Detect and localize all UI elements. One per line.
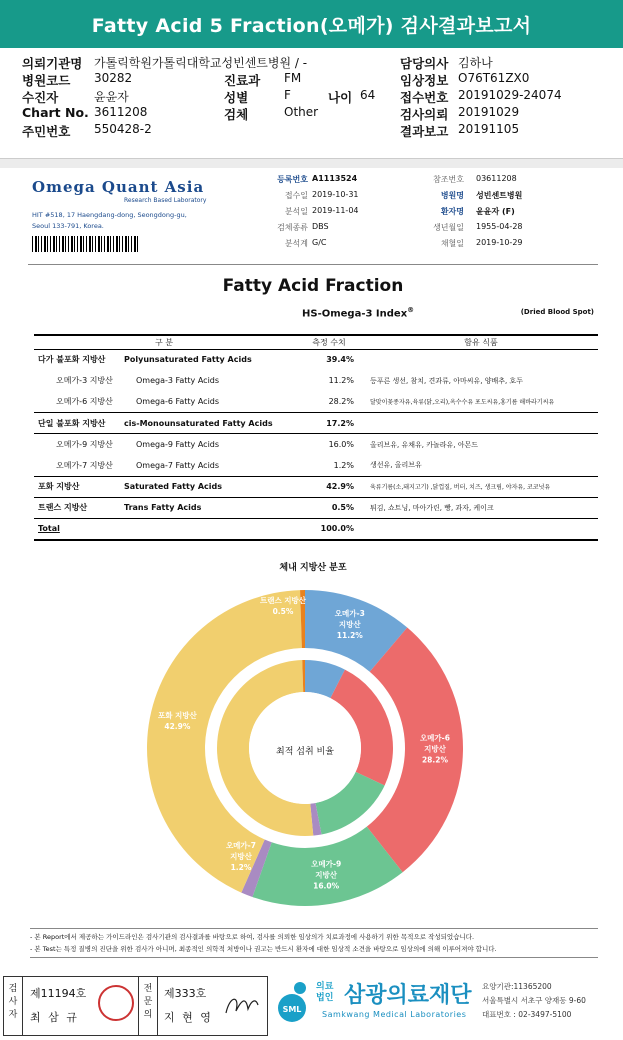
org-en: Samkwang Medical Laboratories	[322, 1010, 467, 1019]
birth-label: 생년월일	[433, 223, 464, 232]
lab-logo: Omega Quant Asia	[32, 178, 205, 196]
row-value: 16.0%	[294, 434, 364, 455]
row-value: 0.5%	[294, 497, 364, 518]
sex-value: F	[284, 88, 291, 102]
patient-value: 윤윤자 (F)	[476, 207, 515, 216]
specialist-name: 지 현 영	[164, 1011, 213, 1024]
chart-label: Chart No.	[22, 105, 89, 120]
examiner-name: 최 삼 규	[30, 1011, 79, 1024]
test-label: 검체	[224, 107, 249, 122]
row-foods: 육류기름(소,돼지고기) ,닭껍질, 버터, 치즈, 생크림, 야자유, 코코넛유	[364, 476, 598, 497]
row-en: Saturated Fatty Acids	[124, 476, 294, 497]
sml-logo-icon	[272, 978, 312, 1024]
patient-label: 환자명	[440, 207, 464, 216]
doctor-value: 김하나	[458, 56, 493, 70]
report-title: Fatty Acid 5 Fraction(오메가) 검사결과보고서	[0, 0, 623, 48]
row-ko: 포화 지방산	[34, 476, 124, 497]
request-date-label: 검사의뢰	[400, 107, 449, 122]
lab-address-line2: Seoul 133-791, Korea.	[32, 222, 104, 230]
row-ko: 오메가-6 지방산	[56, 397, 113, 407]
lab-logo-sub: Research Based Laboratory	[124, 197, 207, 204]
table-total-row	[34, 519, 598, 540]
chart-value: 3611208	[94, 105, 148, 119]
row-ko: 오메가-7 지방산	[56, 460, 113, 470]
row-foods	[364, 349, 598, 370]
slice-label: 0.5%	[272, 607, 294, 616]
table-row	[34, 370, 598, 391]
recipient-value: 윤윤자	[94, 90, 129, 104]
doctor-label: 담당의사	[400, 56, 449, 71]
dept-value: FM	[284, 71, 302, 85]
row-en: Trans Fatty Acids	[124, 497, 294, 518]
request-date-value: 20191029	[458, 105, 520, 119]
lab-contact	[482, 980, 586, 1022]
sml-text: SML	[282, 1005, 302, 1014]
center-label: 최적 섭취 비율	[276, 747, 334, 757]
test-value: Other	[284, 105, 319, 119]
examiner-seal	[98, 985, 134, 1021]
collect-value: 2019-10-29	[476, 238, 523, 247]
section-divider	[0, 158, 623, 168]
lab-address-footer: 서울특별시 서초구 양재동 9-60	[482, 996, 586, 1005]
spot-note: (Dried Blood Spot)	[520, 308, 594, 316]
specimen-value: DBS	[312, 222, 329, 231]
slice-label: 42.9%	[164, 722, 191, 732]
row-en: Omega-3 Fatty Acids	[136, 376, 220, 386]
row-en: Omega-9 Fatty Acids	[124, 434, 294, 455]
recipient-label: 수진자	[22, 90, 59, 105]
patient-info	[22, 54, 612, 139]
slice-label: 오메가-9	[311, 859, 342, 869]
col-category: 구 분	[34, 335, 294, 349]
row-en: Omega-6 Fatty Acids	[136, 397, 220, 407]
row-foods: 올리브유, 유채유, 카놀라유, 아몬드	[364, 434, 598, 455]
accession-label: 접수번호	[400, 90, 449, 105]
fraction-title: Fatty Acid Fraction	[222, 276, 404, 296]
specimen-label: 검체종류	[277, 223, 308, 232]
slice-label: 28.2%	[421, 755, 448, 765]
sex-label: 성별	[224, 90, 249, 105]
examiner-no: 제11194호	[30, 987, 87, 1000]
slice-label: 1.2%	[230, 863, 252, 873]
specialist-label: 전문의	[143, 984, 153, 1020]
table-row	[34, 413, 598, 434]
disclaimer	[30, 928, 598, 958]
received-label: 접수일	[284, 191, 308, 200]
report-date-label: 결과보고	[400, 124, 449, 139]
row-value: 28.2%	[328, 397, 354, 407]
institution-label: 의뢰기관명	[22, 56, 83, 71]
row-en: Polyunsaturated Fatty Acids	[124, 355, 252, 365]
index-title-sup: ®	[407, 306, 415, 314]
row-foods	[364, 413, 598, 434]
row-ko: 오메가-9 지방산	[34, 434, 124, 455]
examiner-label: 검사자	[8, 984, 18, 1020]
row-value: 11.2%	[328, 376, 354, 386]
row-value: 39.4%	[326, 355, 354, 365]
slice-label: 16.0%	[313, 881, 340, 891]
slice-label: 지방산	[338, 619, 361, 629]
disclaimer-line1: - 본 Report에서 제공하는 가이드라인은 검사기관의 검사결과를 바탕으로 하여, 검사를 의뢰한 임상의가 치료과정에 사용하기 위한 목적으로 작성되었습니다.	[30, 933, 475, 941]
age-label: 나이	[328, 90, 353, 105]
rrn-label: 주민번호	[22, 124, 71, 139]
lab-meta-left-values	[312, 174, 402, 254]
index-title-text: HS-Omega-3 Index	[302, 308, 408, 320]
slice-label: 오메가-3	[334, 608, 365, 618]
index-title	[302, 306, 414, 319]
birth-value: 1955-04-28	[476, 222, 523, 231]
row-ko: 트랜스 지방산	[34, 497, 124, 518]
rrn-value: 550428-2	[94, 122, 152, 136]
col-value: 측정 수치	[294, 335, 364, 349]
org-type: 의료법인	[316, 982, 334, 1003]
col-foods: 함유 식품	[364, 335, 598, 349]
dept-label: 진료과	[224, 73, 261, 88]
row-foods: 생선유, 올리브유	[370, 461, 422, 470]
lab-address	[32, 210, 187, 232]
slice-label: 지방산	[315, 870, 338, 880]
hospital-code-value: 30282	[94, 71, 133, 85]
chart-title: 체내 지방산 분포	[279, 563, 347, 573]
row-foods: 달맞이꽃종자유,육류(닭,오리),옥수수유 포도씨유,홍기름 해바라기씨유	[370, 399, 555, 407]
slice-label: 오메가-7	[225, 841, 257, 851]
received-value: 2019-10-31	[312, 190, 359, 199]
row-ko: 오메가-3 지방산	[56, 376, 113, 386]
ref-no-value: 03611208	[476, 174, 517, 183]
hospital-label: 병원명	[440, 191, 464, 200]
slice-label: 트랜스 지방산	[259, 596, 307, 605]
lab-meta-right	[408, 174, 464, 254]
slice-label: 11.2%	[336, 630, 363, 640]
report-date-value: 20191105	[458, 122, 520, 136]
clinical-value: O76T61ZX0	[458, 71, 530, 85]
row-value: 42.9%	[294, 476, 364, 497]
slice-label: 포화 지방산	[157, 711, 197, 721]
lab-address-line1: HIT #518, 17 Haengdang-dong, Seongdong-gu,	[32, 211, 187, 219]
lab-meta-right-values	[476, 174, 586, 254]
row-ko: 단일 불포화 지방산	[34, 413, 124, 434]
signature	[222, 991, 262, 1021]
accession-value: 20191029-24074	[458, 88, 562, 102]
org-name: 삼광의료재단	[344, 983, 472, 1008]
row-foods: 등푸른 생선, 참치, 견과류, 아마씨유, 양배추, 호두	[370, 376, 523, 385]
slice-label: 오메가-6	[419, 733, 451, 743]
age-value: 64	[360, 88, 376, 102]
table-row	[34, 476, 598, 497]
table-row	[34, 497, 598, 518]
reg-no-label: 등록번호	[277, 175, 308, 184]
row-value: 1.2%	[333, 460, 354, 470]
table-row	[34, 391, 598, 412]
lab-code: 요양기관:11365200	[482, 982, 552, 991]
barcode	[32, 236, 140, 252]
hospital-code-label: 병원코드	[22, 73, 71, 88]
signature-box	[3, 976, 268, 1036]
footer	[0, 966, 623, 1040]
device-label: 분석계	[284, 239, 308, 248]
total-value: 100.0%	[294, 519, 364, 540]
reg-no-value: A1113524	[312, 174, 358, 183]
donut-chart	[28, 580, 598, 920]
divider	[28, 264, 598, 265]
lab-meta-left	[248, 174, 308, 254]
row-value: 17.2%	[294, 413, 364, 434]
lab-phone: 대표번호 : 02-3497-5100	[482, 1010, 572, 1019]
institution-value: 가톨릭학원가톨릭대학교성빈센트병원 / -	[94, 56, 308, 70]
slice-label: 지방산	[230, 852, 252, 862]
row-en: Omega-7 Fatty Acids	[136, 460, 220, 470]
specialist-no: 제333호	[164, 987, 207, 1000]
row-foods: 튀김, 쇼트닝, 마아가린, 빵, 과자, 케이크	[364, 497, 598, 518]
table-row	[34, 434, 598, 455]
table-header	[34, 335, 598, 349]
clinical-label: 임상정보	[400, 73, 449, 88]
analyzed-label: 분석일	[284, 207, 308, 216]
table-row	[34, 349, 598, 370]
total-label: Total	[38, 524, 60, 534]
analyzed-value: 2019-11-04	[312, 206, 359, 215]
row-en: cis-Monounsaturated Fatty Acids	[124, 413, 294, 434]
fatty-acid-table	[34, 334, 598, 541]
device-value: G/C	[312, 238, 327, 247]
row-ko: 다가 불포화 지방산	[38, 355, 106, 365]
collect-label: 채혈일	[440, 239, 464, 248]
ref-no-label: 참조번호	[433, 175, 464, 184]
table-row	[34, 455, 598, 476]
hospital-value: 성빈센트병원	[476, 191, 523, 200]
slice-label: 지방산	[424, 744, 446, 754]
disclaimer-line2: - 본 Test는 특정 질병의 진단을 위한 검사가 아니며, 최종적인 의학적 처방이나 권고는 반드시 환자에 대한 임상적 소견을 바탕으로 임상의에 의해 이루어져야 합니다.	[30, 945, 497, 953]
